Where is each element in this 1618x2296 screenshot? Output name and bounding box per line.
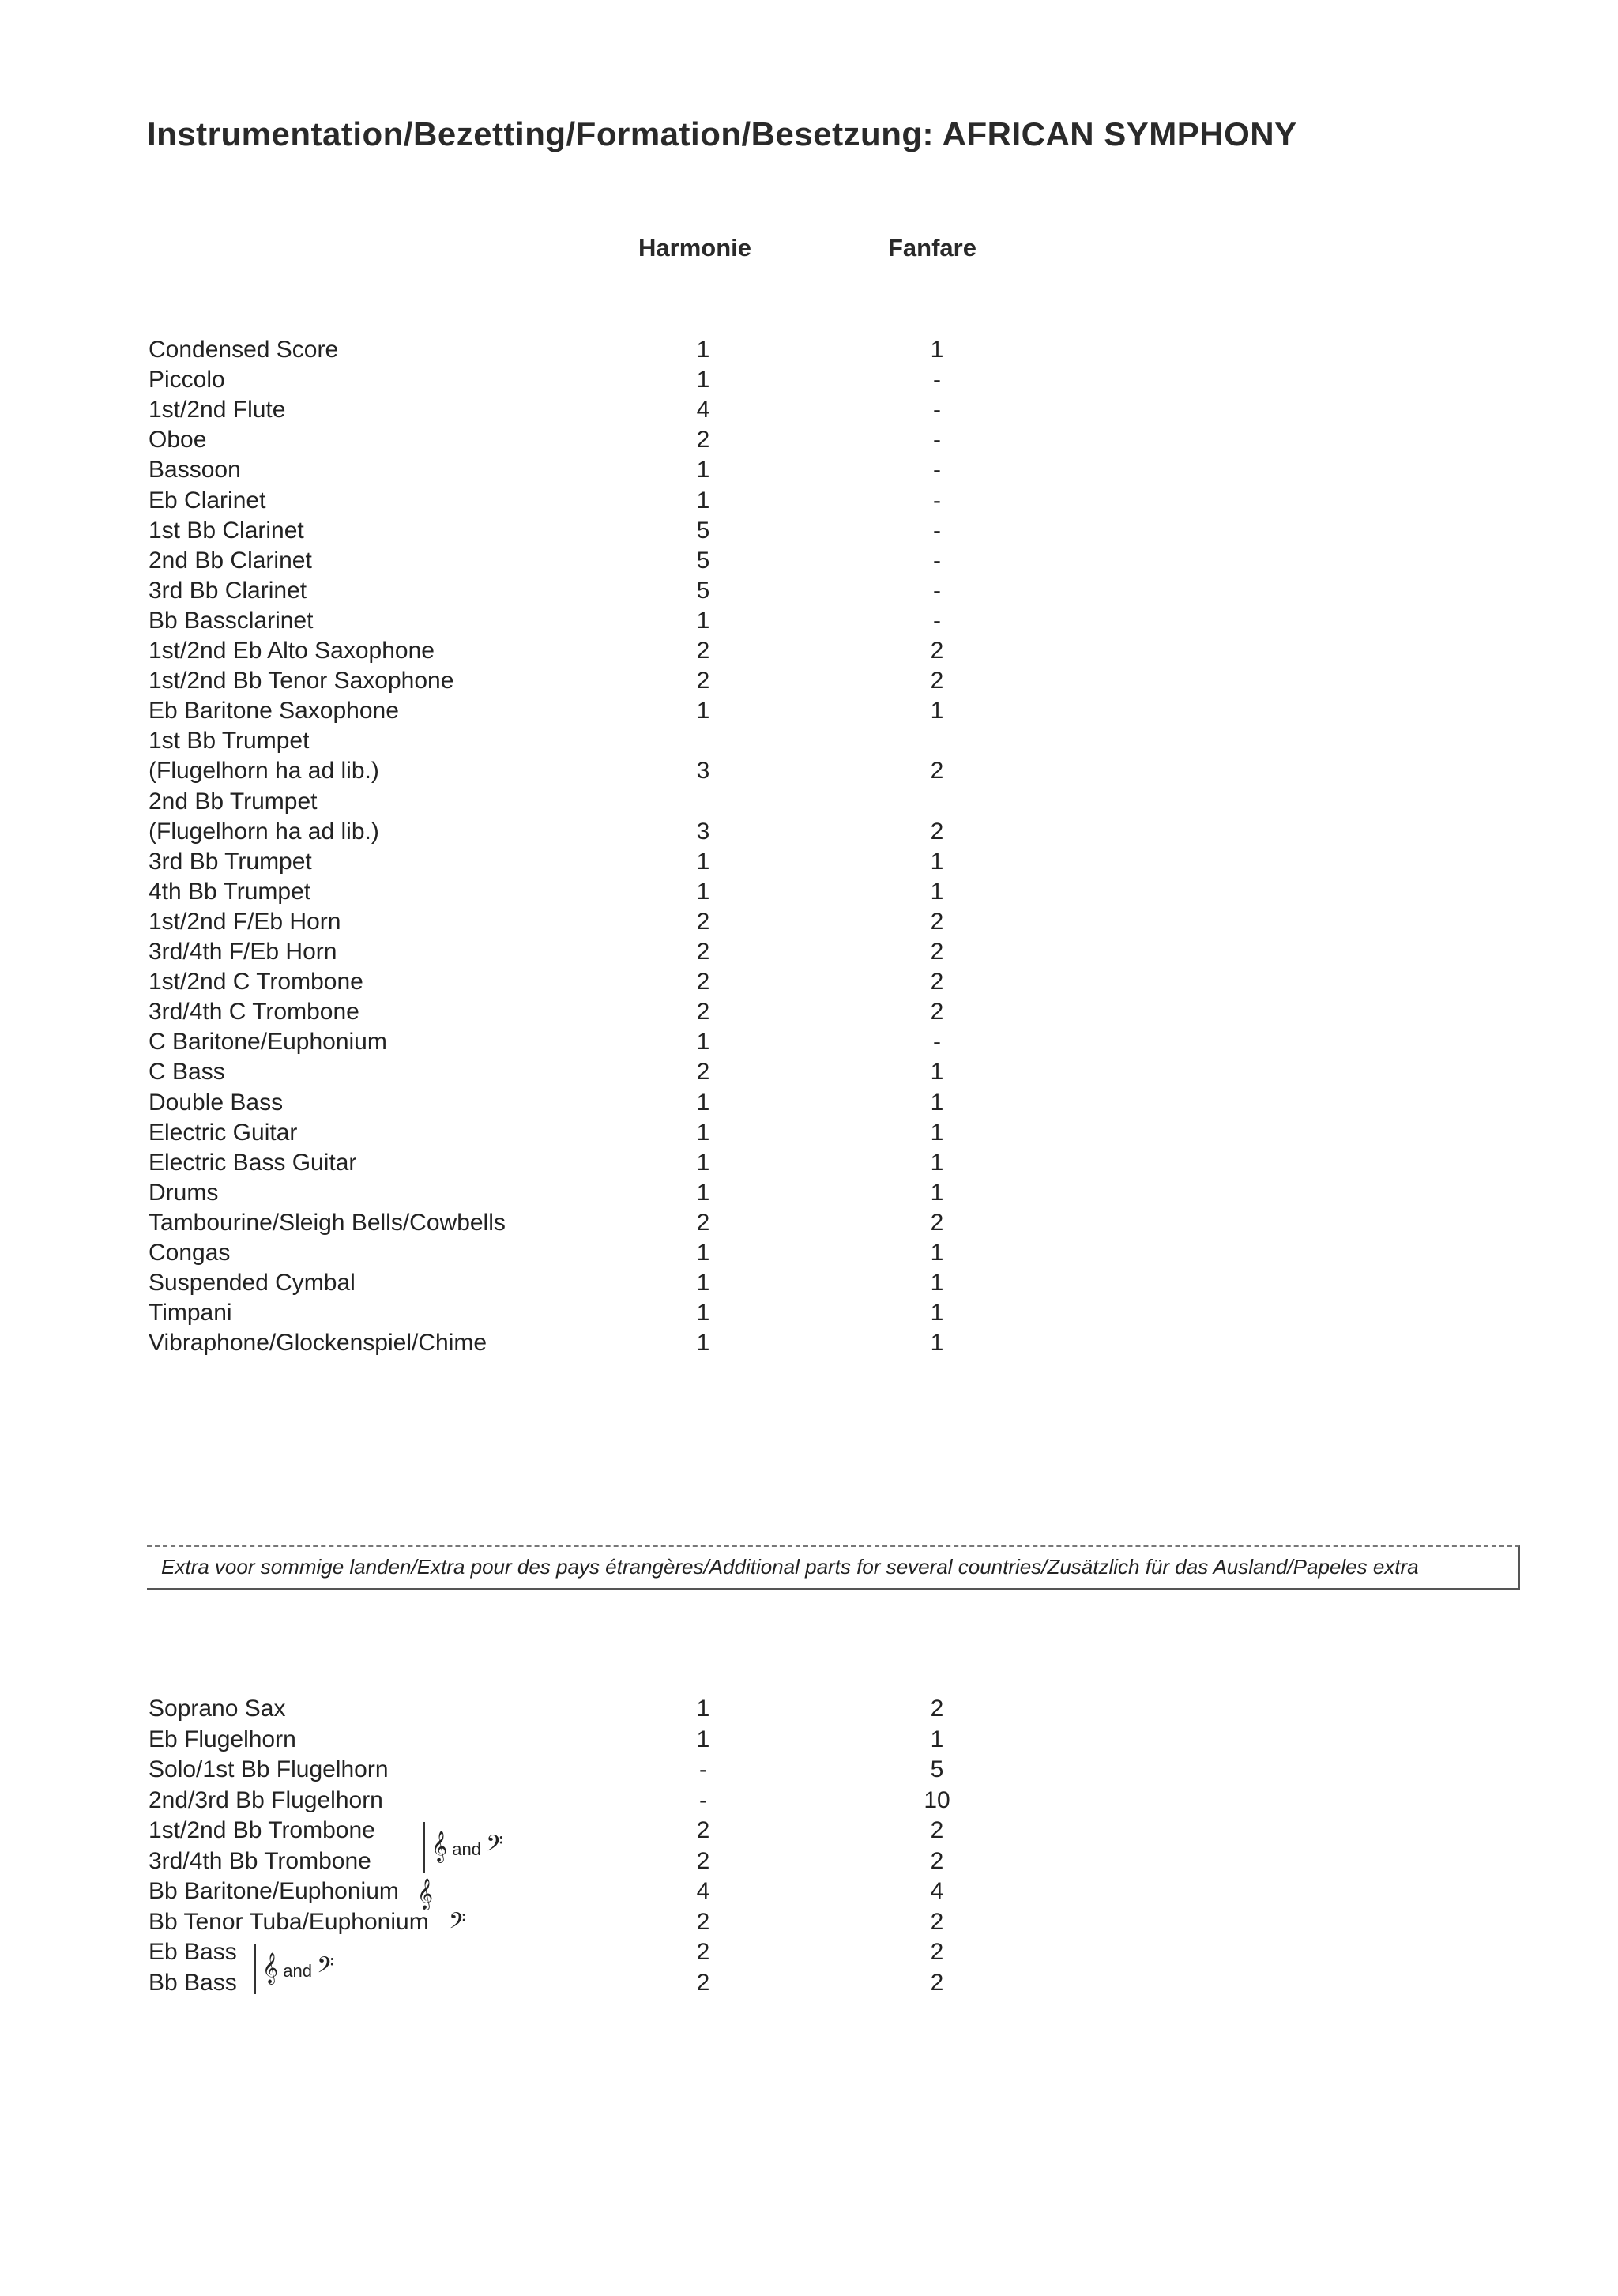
harmonie-count: 2 xyxy=(696,1817,710,1843)
fanfare-count: - xyxy=(933,397,941,423)
instrument-name: 3rd/4th C Trombone xyxy=(149,999,359,1026)
fanfare-count: 10 xyxy=(924,1786,950,1813)
fanfare-count: 2 xyxy=(930,1969,944,1996)
table-row xyxy=(0,1027,1618,1057)
table-row xyxy=(0,696,1618,726)
table-row xyxy=(0,425,1618,455)
table-row xyxy=(0,1238,1618,1268)
instrument-name: Piccolo xyxy=(149,367,225,393)
harmonie-count: 2 xyxy=(696,1939,710,1965)
table-row xyxy=(0,726,1618,756)
fanfare-count: - xyxy=(933,367,941,393)
instrument-name: Eb Bass xyxy=(149,1939,237,1965)
table-row xyxy=(0,395,1618,425)
fanfare-count: - xyxy=(933,1029,941,1056)
treble-clef-icon: 𝄞 xyxy=(417,1878,434,1910)
table-row xyxy=(0,847,1618,877)
fanfare-count: 2 xyxy=(930,1939,944,1965)
harmonie-count: - xyxy=(699,1756,707,1782)
harmonie-count: 5 xyxy=(696,577,710,604)
fanfare-count: 2 xyxy=(930,638,944,664)
instrument-name: Electric Bass Guitar xyxy=(149,1149,357,1176)
instrument-name: 1st/2nd F/Eb Horn xyxy=(149,908,341,935)
instrument-name: Oboe xyxy=(149,427,207,454)
table-row xyxy=(0,1907,1618,1937)
bass-clef-icon: 𝄢 xyxy=(486,1831,503,1862)
table-row xyxy=(0,1148,1618,1178)
table-row xyxy=(0,1268,1618,1298)
instrument-name: Electric Guitar xyxy=(149,1119,298,1146)
fanfare-count: 2 xyxy=(930,939,944,965)
harmonie-count: 1 xyxy=(696,1270,710,1297)
fanfare-count: 1 xyxy=(930,698,944,725)
table-row xyxy=(0,455,1618,485)
table-row xyxy=(0,546,1618,576)
fanfare-count: - xyxy=(933,607,941,634)
instrument-name: Double Bass xyxy=(149,1089,284,1116)
instrument-name: Eb Baritone Saxophone xyxy=(149,698,399,725)
bass-clef-note xyxy=(262,1952,334,1984)
harmonie-count: 1 xyxy=(696,878,710,905)
table-row xyxy=(0,335,1618,365)
harmonie-count: 2 xyxy=(696,969,710,996)
instrument-name: 1st/2nd Bb Trombone xyxy=(149,1817,375,1843)
instrument-name: 1st/2nd Bb Tenor Saxophone xyxy=(149,668,454,694)
harmonie-count: 1 xyxy=(696,698,710,725)
tenor-tuba-clef-note xyxy=(449,1908,466,1940)
table-row xyxy=(0,877,1618,907)
extra-parts-banner xyxy=(147,1545,1520,1590)
harmonie-count: 1 xyxy=(696,1179,710,1206)
fanfare-count: 2 xyxy=(930,1696,944,1722)
fanfare-count: 4 xyxy=(930,1878,944,1904)
harmonie-count: 2 xyxy=(696,939,710,965)
table-row xyxy=(0,606,1618,636)
fanfare-count: 1 xyxy=(930,848,944,875)
fanfare-count: - xyxy=(933,577,941,604)
table-row xyxy=(0,1088,1618,1118)
instrument-name: 3rd Bb Trumpet xyxy=(149,848,312,875)
harmonie-count: 1 xyxy=(696,457,710,484)
instrument-name: 1st/2nd Flute xyxy=(149,397,286,423)
instrument-name: Suspended Cymbal xyxy=(149,1270,356,1297)
instrument-name: Eb Clarinet xyxy=(149,487,266,514)
harmonie-count: 1 xyxy=(696,1300,710,1327)
fanfare-count: - xyxy=(933,427,941,454)
table-row xyxy=(0,486,1618,516)
harmonie-count: 5 xyxy=(696,547,710,574)
table-row xyxy=(0,1846,1618,1876)
harmonie-count: 1 xyxy=(696,1330,710,1357)
table-row xyxy=(0,636,1618,666)
baritone-clef-note xyxy=(417,1878,434,1910)
harmonie-count: 2 xyxy=(696,1969,710,1996)
fanfare-count: 2 xyxy=(930,758,944,785)
table-row xyxy=(0,1178,1618,1208)
harmonie-count: 1 xyxy=(696,1696,710,1722)
trombone-brace xyxy=(423,1822,425,1873)
harmonie-count: 1 xyxy=(696,1029,710,1056)
table-row xyxy=(0,1876,1618,1906)
table-row xyxy=(0,937,1618,967)
fanfare-count: 2 xyxy=(930,1817,944,1843)
harmonie-count: 2 xyxy=(696,1908,710,1935)
harmonie-count: 3 xyxy=(696,758,710,785)
fanfare-count: 1 xyxy=(930,1149,944,1176)
clef-and-label: and xyxy=(452,1839,481,1859)
bass-brace xyxy=(254,1944,256,1994)
instrument-name: Tambourine/Sleigh Bells/Cowbells xyxy=(149,1209,506,1236)
harmonie-count: 1 xyxy=(696,848,710,875)
page-title: Instrumentation/Bezetting/Formation/Besetzung: AFRICAN SYMPHONY xyxy=(147,115,1297,152)
table-row xyxy=(0,1968,1618,1998)
instrument-name: 1st/2nd C Trombone xyxy=(149,969,363,996)
harmonie-count: - xyxy=(699,1786,707,1813)
harmonie-count: 2 xyxy=(696,427,710,454)
table-row xyxy=(0,576,1618,606)
table-row xyxy=(0,1694,1618,1724)
harmonie-count: 4 xyxy=(696,397,710,423)
instrument-name: 2nd/3rd Bb Flugelhorn xyxy=(149,1786,383,1813)
instrument-name: Solo/1st Bb Flugelhorn xyxy=(149,1756,389,1782)
instrument-name: Bb Bass xyxy=(149,1969,237,1996)
table-row xyxy=(0,1755,1618,1785)
instrument-name: 4th Bb Trumpet xyxy=(149,878,311,905)
harmonie-count: 2 xyxy=(696,668,710,694)
table-row xyxy=(0,1816,1618,1846)
fanfare-count: - xyxy=(933,547,941,574)
harmonie-count: 1 xyxy=(696,607,710,634)
bass-clef-icon: 𝄢 xyxy=(449,1908,466,1940)
table-row xyxy=(0,666,1618,696)
table-row xyxy=(0,756,1618,786)
fanfare-count: 1 xyxy=(930,1179,944,1206)
harmonie-count: 1 xyxy=(696,1240,710,1266)
harmonie-count: 1 xyxy=(696,367,710,393)
fanfare-count: - xyxy=(933,487,941,514)
harmonie-count: 2 xyxy=(696,1059,710,1086)
instrument-name: 1st Bb Trumpet xyxy=(149,728,310,755)
instrument-name: Timpani xyxy=(149,1300,232,1327)
table-row xyxy=(0,817,1618,847)
instrument-name: 3rd Bb Clarinet xyxy=(149,577,307,604)
harmonie-count: 5 xyxy=(696,517,710,544)
harmonie-count: 1 xyxy=(696,1089,710,1116)
instrument-name: Bb Tenor Tuba/Euphonium xyxy=(149,1908,429,1935)
harmonie-count: 1 xyxy=(696,487,710,514)
instrument-name: Drums xyxy=(149,1179,219,1206)
instrument-name: C Bass xyxy=(149,1059,225,1086)
instrument-name: 2nd Bb Clarinet xyxy=(149,547,312,574)
table-row xyxy=(0,997,1618,1027)
table-row xyxy=(0,1937,1618,1967)
instrument-name: (Flugelhorn ha ad lib.) xyxy=(149,758,379,785)
table-row xyxy=(0,516,1618,546)
fanfare-count: 1 xyxy=(930,1270,944,1297)
instrument-name: Soprano Sax xyxy=(149,1696,286,1722)
instrument-name: Congas xyxy=(149,1240,231,1266)
fanfare-count: 2 xyxy=(930,1908,944,1935)
table-row xyxy=(0,1118,1618,1148)
treble-clef-icon: 𝄞 xyxy=(262,1952,279,1984)
table-row xyxy=(0,1298,1618,1328)
fanfare-count: 1 xyxy=(930,1119,944,1146)
table-row xyxy=(0,1328,1618,1358)
fanfare-count: 1 xyxy=(930,1059,944,1086)
instrument-name: Condensed Score xyxy=(149,337,339,363)
instrument-name: Bb Bassclarinet xyxy=(149,607,314,634)
fanfare-count: 2 xyxy=(930,1847,944,1874)
table-row xyxy=(0,1786,1618,1816)
fanfare-count: - xyxy=(933,457,941,484)
treble-clef-icon: 𝄞 xyxy=(431,1831,448,1862)
fanfare-count: 1 xyxy=(930,337,944,363)
harmonie-count: 2 xyxy=(696,1847,710,1874)
fanfare-count: 2 xyxy=(930,999,944,1026)
fanfare-count: 1 xyxy=(930,1330,944,1357)
instrument-name: (Flugelhorn ha ad lib.) xyxy=(149,818,379,845)
table-row xyxy=(0,787,1618,817)
clef-and-label: and xyxy=(283,1961,312,1981)
instrument-name: Bb Baritone/Euphonium xyxy=(149,1878,399,1904)
harmonie-count: 1 xyxy=(696,1726,710,1752)
table-row xyxy=(0,967,1618,997)
fanfare-count: 2 xyxy=(930,1209,944,1236)
harmonie-count: 1 xyxy=(696,1119,710,1146)
harmonie-count: 4 xyxy=(696,1878,710,1904)
fanfare-count: 1 xyxy=(930,1089,944,1116)
bass-clef-icon: 𝄢 xyxy=(317,1952,334,1984)
fanfare-count: - xyxy=(933,517,941,544)
fanfare-count: 1 xyxy=(930,1300,944,1327)
fanfare-count: 1 xyxy=(930,1240,944,1266)
extra-parts-banner-text: Extra voor sommige landen/Extra pour des pays étrangères/Additional parts for several countries/Zusätzlich für das Ausland/Papeles extra xyxy=(161,1555,1419,1579)
table-row xyxy=(0,907,1618,937)
fanfare-count: 1 xyxy=(930,878,944,905)
harmonie-count: 3 xyxy=(696,818,710,845)
instrument-name: 1st/2nd Eb Alto Saxophone xyxy=(149,638,435,664)
fanfare-count: 2 xyxy=(930,818,944,845)
fanfare-count: 2 xyxy=(930,908,944,935)
fanfare-count: 1 xyxy=(930,1726,944,1752)
harmonie-count: 1 xyxy=(696,337,710,363)
fanfare-count: 5 xyxy=(930,1756,944,1782)
instrument-name: 1st Bb Clarinet xyxy=(149,517,304,544)
harmonie-count: 2 xyxy=(696,638,710,664)
harmonie-count: 2 xyxy=(696,999,710,1026)
column-header-fanfare: Fanfare xyxy=(888,234,976,262)
instrument-name: Vibraphone/Glockenspiel/Chime xyxy=(149,1330,487,1357)
table-row xyxy=(0,1725,1618,1755)
instrument-name: 3rd/4th Bb Trombone xyxy=(149,1847,371,1874)
fanfare-count: 2 xyxy=(930,668,944,694)
harmonie-count: 1 xyxy=(696,1149,710,1176)
instrument-name: 2nd Bb Trumpet xyxy=(149,788,318,815)
instrument-name: Bassoon xyxy=(149,457,241,484)
column-header-harmonie: Harmonie xyxy=(638,234,751,262)
table-row xyxy=(0,365,1618,395)
instrument-name: C Baritone/Euphonium xyxy=(149,1029,387,1056)
fanfare-count: 2 xyxy=(930,969,944,996)
table-row xyxy=(0,1057,1618,1087)
trombone-clef-note xyxy=(431,1831,503,1862)
harmonie-count: 2 xyxy=(696,908,710,935)
instrument-name: Eb Flugelhorn xyxy=(149,1726,296,1752)
instrument-name: 3rd/4th F/Eb Horn xyxy=(149,939,337,965)
harmonie-count: 2 xyxy=(696,1209,710,1236)
table-row xyxy=(0,1208,1618,1238)
